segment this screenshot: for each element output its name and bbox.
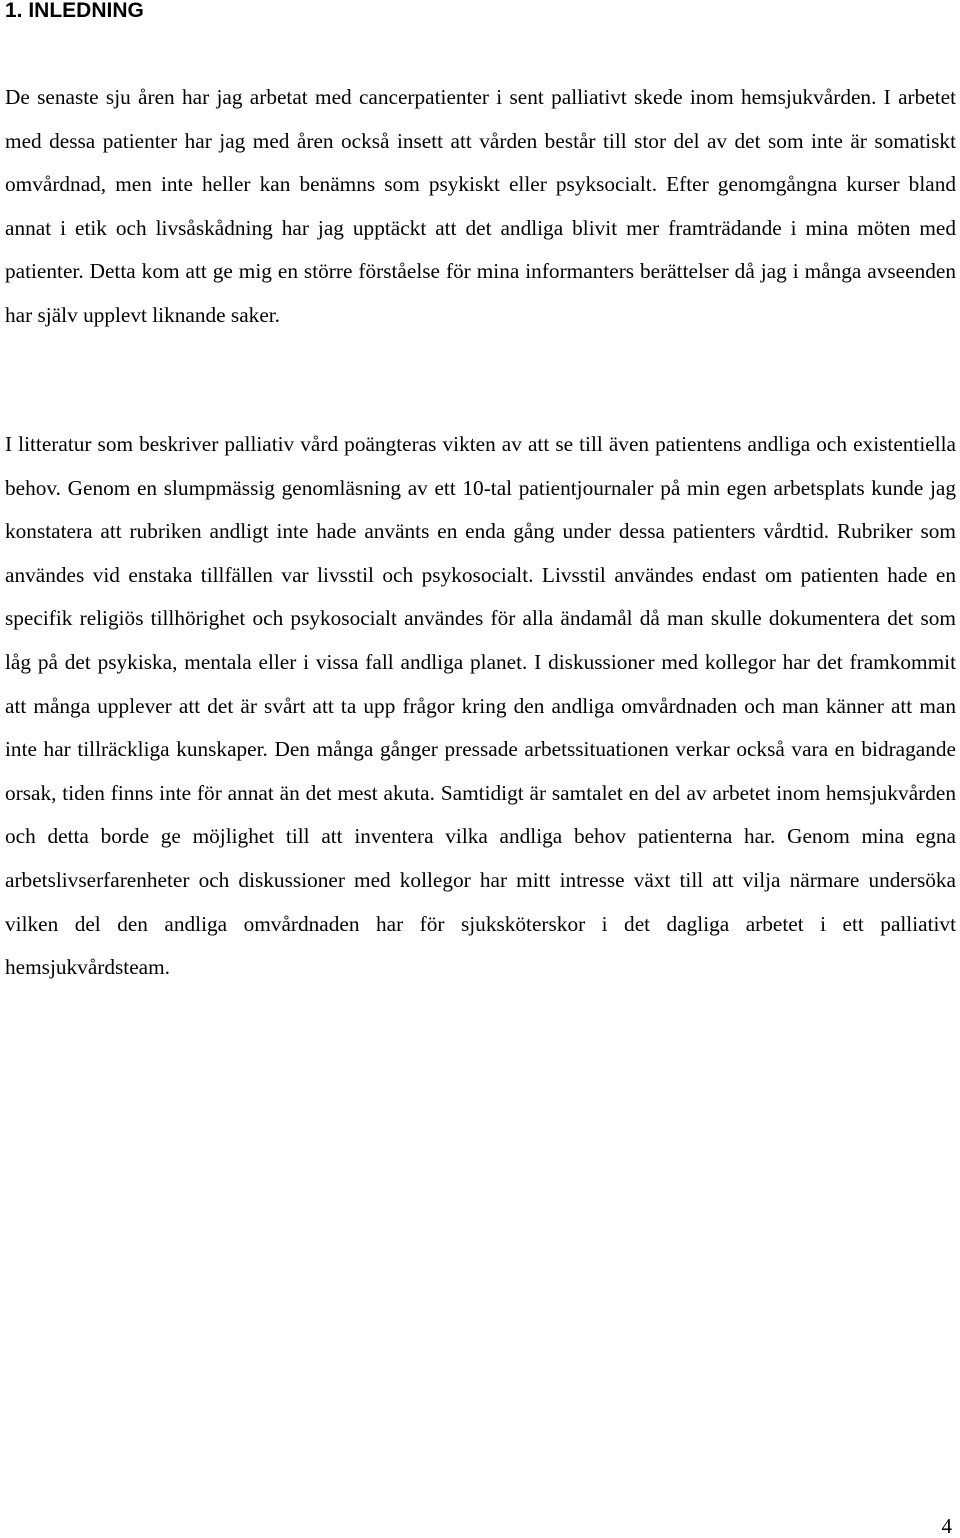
page-number: 4 — [941, 1514, 952, 1538]
section-heading: 1. INLEDNING — [5, 0, 144, 22]
paragraph-background: I litteratur som beskriver palliativ vård poängteras vikten av att se till även patientens andliga och existentiella behov. Genom en slumpmässig genomläsning av ett 10-tal patientjournaler på min egen arbetsplats kunde jag konstatera att rubriken andligt inte hade använts en enda gång under dessa patienters vårdtid. Rubriker som användes vid enstaka tillfällen var livsstil och psykosocialt. Livsstil användes endast om patienten hade en specifik religiös tillhörighet och psykosocialt användes för alla ändamål då man skulle dokumentera det som låg på det psykiska, mentala eller i vissa fall andliga planet. I diskussioner med kollegor har det framkommit att många upplever att det är svårt att ta upp frågor kring den andliga omvårdnaden och man känner att man inte har tillräckliga kunskaper. Den många gånger pressade arbetssituationen verkar också vara en bidragande orsak, tiden finns inte för annat än det mest akuta. Samtidigt är samtalet en del av arbetet inom hemsjukvården och detta borde ge möjlighet till att inventera vilka andliga behov patienterna har. Genom mina egna arbetslivserfarenheter och diskussioner med kollegor har mitt intresse växt till att vilja närmare undersöka vilken del den andliga omvårdnaden har för sjuksköterskor i det dagliga arbetet i ett palliativt hemsjukvårdsteam. — [5, 432, 956, 980]
paragraph-intro: De senaste sju åren har jag arbetat med cancerpatienter i sent palliativt skede inom hemsjukvården. I arbetet med dessa patienter har jag med åren också insett att vården består till stor del av det som inte är somatiskt omvårdnad, men inte heller kan benämns som psykiskt eller psyksocialt. Efter genomgångna kurser bland annat i etik och livsåskådning har jag upptäckt att det andliga blivit mer framträdande i mina möten med patienter. Detta kom att ge mig en större förståelse för mina informanters berättelser då jag i många avseenden har själv upplevt liknande saker. — [5, 85, 956, 327]
